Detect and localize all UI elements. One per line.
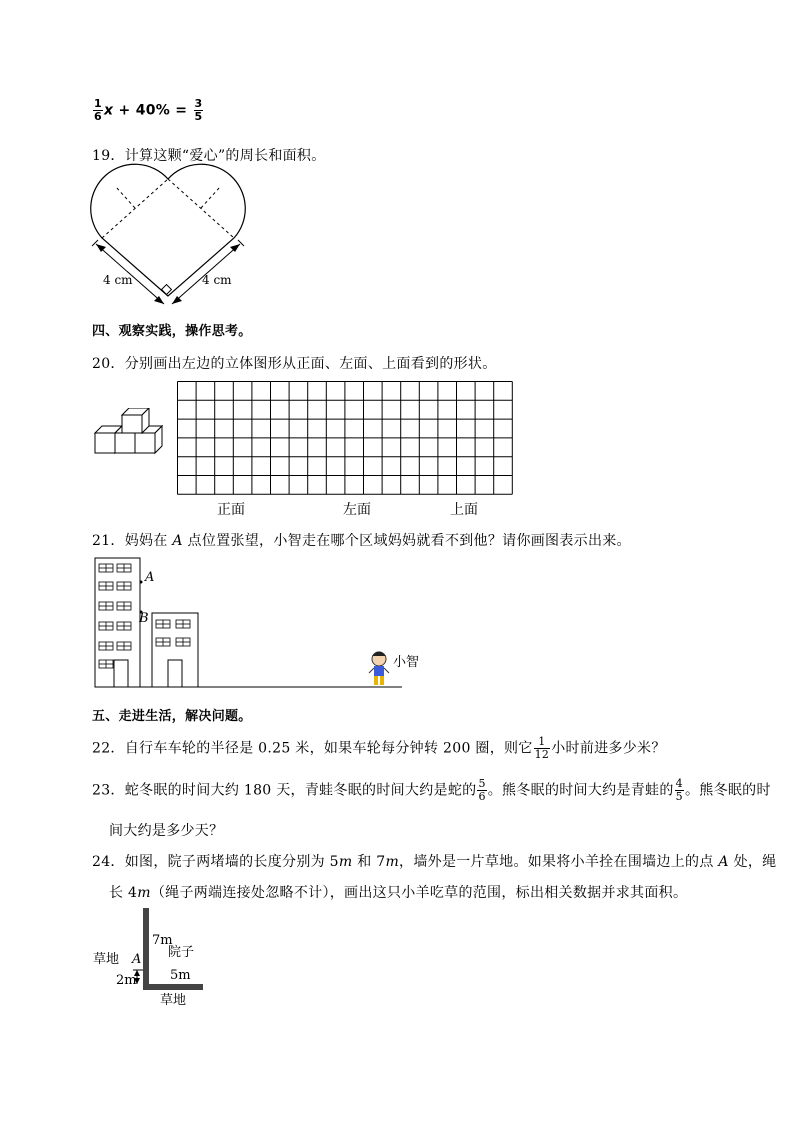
q24-text-line2: 长 4m（绳子两端连接处忽略不计），画出这只小羊吃草的范围，标出相关数据并求其面积。 xyxy=(109,885,688,901)
label-2m: 2m xyxy=(116,973,137,988)
label-a: A xyxy=(132,952,142,967)
q19-text: 19．计算这颗“爱心”的周长和面积。 xyxy=(92,148,326,164)
heart-dash-4 xyxy=(201,187,220,208)
q21-text: 21．妈妈在 A 点位置张望，小智走在哪个区域妈妈就看不到他？请你画图表示出来。 xyxy=(92,533,631,549)
yard-figure xyxy=(88,900,218,1010)
view-label-left: 左面 xyxy=(343,502,371,518)
right-angle-mark xyxy=(162,285,172,295)
label-yard: 院子 xyxy=(168,945,195,960)
label-b: B xyxy=(139,611,149,626)
boy-figure xyxy=(369,652,389,686)
label-5m: 5m xyxy=(170,968,191,983)
section5-title: 五、走进生活，解决问题。 xyxy=(92,709,252,724)
door-1 xyxy=(114,660,128,687)
buildings-figure xyxy=(90,555,430,690)
heart-label-left: 4 cm xyxy=(103,273,133,287)
label-grass-left: 草地 xyxy=(93,952,120,967)
boy-label: 小智 xyxy=(393,655,420,670)
grid-paper xyxy=(177,381,514,495)
q20-text: 20．分别画出左边的立体图形从正面、左面、上面看到的形状。 xyxy=(92,356,497,372)
q23-text: 23．蛇冬眠的时间大约 180 天，青蛙冬眠的时间大约是蛇的 $\frac{5}{6}$ 。熊冬眠的时间大约是青蛙的 $\frac{4}{5}$ 。熊冬眠的时 xyxy=(92,777,771,803)
heart-dash-3 xyxy=(116,187,135,208)
heart-dash-1 xyxy=(102,179,168,238)
heart-figure xyxy=(88,160,248,310)
door-2 xyxy=(168,660,182,687)
label-a: A xyxy=(145,570,155,585)
label-grass-bottom: 草地 xyxy=(160,993,187,1008)
wall-vertical xyxy=(143,908,149,990)
wall-horizontal xyxy=(143,984,203,990)
equation: $\frac{1}{6}$ x + 40% = $\frac{3}{5}$ xyxy=(94,97,203,123)
view-label-front: 正面 xyxy=(217,502,245,518)
section4-title: 四、观察实践，操作思考。 xyxy=(92,324,252,339)
heart-label-right: 4 cm xyxy=(202,273,232,287)
label-7m: 7m xyxy=(152,933,173,948)
equation-frac-a: $\frac{1}{6}$ xyxy=(94,97,102,123)
q24-text-line1: 24．如图，院子两堵墙的长度分别为 5m 和 7m，墙外是一片草地。如果将小羊拴在围墙边上的点 A 处，绳 xyxy=(92,854,777,870)
cube-figure xyxy=(90,408,170,468)
point-a-dot xyxy=(140,581,143,584)
q22-text: 22．自行车车轮的半径是 0.25 米，如果车轮每分钟转 200 圈，则它 $\frac{1}{12}$ 小时前进多少米？ xyxy=(92,735,666,761)
heart-dash-2 xyxy=(168,179,234,238)
equation-frac-b: $\frac{3}{5}$ xyxy=(194,97,203,123)
q23-text-line2: 间大约是多少天？ xyxy=(109,823,224,839)
view-label-top: 上面 xyxy=(450,502,478,518)
